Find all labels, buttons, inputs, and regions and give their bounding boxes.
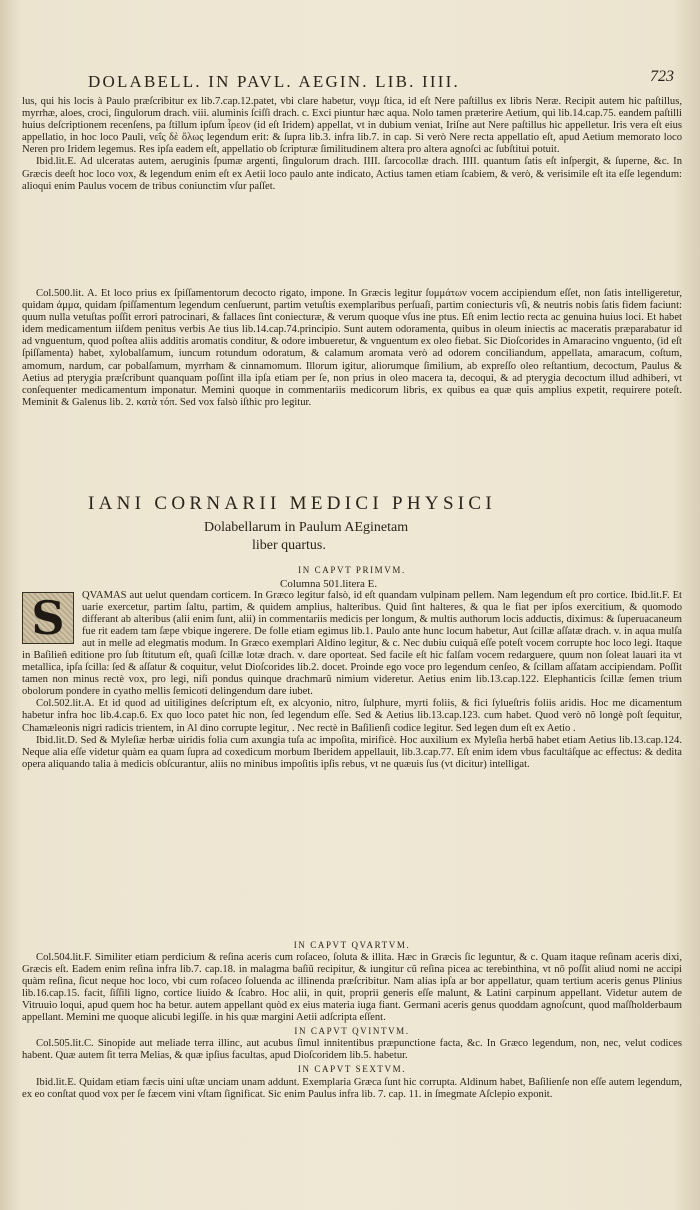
commentary-paragraph: Col.500.lit. A. Et loco prius ex ſpiſſamentorum decocto rigato, impone. In Græcis legitur ſυμμάτων vocem accipiendum eſſet, non ſatis intelligeretur, quidam ἀμμα, quidam ſpiſſamentum legendum cenſuerunt, partim vetuſtis exemplaribus perſuaſi, partim coniecturis vſi, & neutris nobis ſatis fidem faciunt: quum nulla vetuſtas poſſit errori patrocinari, & fallaces ſint coniecturæ, & verum quoque vſus ine ptus. Eſt enim lectio recta ac genuina huius loci. Et habet idem medicamentum iiſdem penitus verbis Ae tius lib.14.cap.74.principio. Sunt autem odoramenta, quibus in oleum iniectis ac maceratis præparabatur id ad vnguentum, quod poſtea aliis additis aromatis conditur, & odore imbueretur, & vnguentum ex oleo fiebat. Sic Dioſcorides in Amaracino vnguento, (id eſt ſpiſſamenta) habet, xylobalſamum, iuncum rotundum odoratum, & calamum aromata verò ad odorem conciliandum, appellata, amaracum, coſtum, amomum, nardum, car pobalſamum, myrrham & cinnamomum. Illorum igitur, aliorumque ſimilium, ab expreſſo oleo reſtantium, decoctum, Paulus & Aetius ad pterygia præſcribunt quanquam poſſint illa ipſa etiam per ſe, non prius in oleo macera ta, decoqui, & ad pterygia decoctum illud adhiberi, vt conſequenter medicamentum imponatur. Memini quoque in commentariis medicorum libris, ex quibus ea quæ quis amplius expetit, requirere poteſt. Meminit & Galenus lib. 2. κατὰ τόπ. Sed vox falsò iſthic pro legitur. (22, 288, 682, 408)
page-number: 723 (650, 68, 674, 85)
chapter-1-body (22, 590, 682, 771)
commentary-paragraph: Ibid.lit.E. Ad ulceratas autem, aeruginis ſpumæ argenti, ſingulorum drach. IIII. ſarcocollæ drach. IIII. quantum ſatis eſt inſpergit, & ſuperne, &c. In Græcis deeſt hoc loco vox, & legendum enim eſt ex Aetii loco paulo ante indicato, Actius tamen etiam ſcabiem, & verò, & verisimile eſt ita eſſe legendum: alioqui enim Paulus vocem de tribus coniunctim vſur paſſet. (22, 156, 682, 192)
chapter-paragraph: Col.504.lit.F. Similiter etiam perdicium & reſina aceris cum roſaceo, ſoluta & illita. Hæc in Græcis ſic leguntur, & c. Quam itaque reſinam aceris dixi, Græcis eſt. Eadem enim reſina infra lib.7. cap.18. in malagma baſiũ recipitur, & iungitur cũ reſina picea ac terebinthina, vt nõ poſſit aliud nomi ne accipi quàm reſina, ſicut neque hoc loco, vbi cum roſaceo ſoluenda ac illinenda præſcribitur. Nam alias ipſa ar bor appellatur, quam tertium aceris genus Plinius lib.16.cap.15. facit, ſiſſili ligno, cortice liuido & ſcabro. Hoc alii, in quit, proprii generis eſſe malunt, & Latini carpinum appellant. Videtur autem de Vitruuio loqui, apud quem hoc ha betur. autem appellant quòd ex eius materia iuga fiant. Germani aceris genus quoddam agnoſcunt, quod maſſholderbaum appellant. Memini me quoque alicubi legiſſe. in his quæ margini Aetii adſcripta eſſent. (22, 952, 682, 1024)
chapter-paragraph: Col.505.lit.C. Sinopide aut meliade terra illinc, aut acubus ſimul innitentibus præpunctione facta, &c. In Græco legendum, non, nec, velut codices habent. Quæ autem ſit terra Melias, & quæ ipſius facultas, apud Dioſcoridem lib.5. habetur. (22, 1038, 682, 1062)
running-head-title: DOLABELL. IN PAVL. AEGIN. LIB. IIII. (88, 72, 460, 91)
book-subtitle: Dolabellarum in Paulum AEginetam (204, 520, 409, 535)
chapter-paragraph: QVAMAS aut uelut quendam corticem. In Græco legitur falsò, id eſt quandam vulpinam pellem. Nam legendum eſt pro cortice. Ibid.lit.F. Et uarie exercetur, partim ſaltu, partim, & quidem amplius, halteribus. Quid ſint halteres, & qua le fiat per ipſos exercitium, & quomodo differant ab alteribus (alii enim ſunt, alii) in commentariis medicis per longum, & multis authorum locis adductis, diximus: & ſuperuacaneum fue rit eadem tam ſæpe vbique ingerere. De folle etiam egimus lib.1. Paulo ante hunc locum habetur, Aut ſcillæ aſſatæ drach. v. in aqua mulſa aut in melle ad elegmatis modum. In Græco exemplari Aldino legitur, & c. Nec dubiu cuiquã eſſe poteſt vocem corrupte hoc loco legi. Itaque in Baſilieñ editione pro ſub ſtitutum eſt, quaſi ſcillæ lotæ drach. v. dare oporteat. Sed facile eſt hic falſam vocem redarguere, quum non ſoleat lauari ita vt metallica, ipſa ſcilla: ſed & aſſatur & coquitur, velut Dioſcorides lib.2. docet. Proinde ego voce pro legendum cenſeo, & ſcillam aſſatam accipiendam. Poſſit tamen non minus rectè vox, pro legi, niſi pondus quinque drachmarũ nimium videretur. Aetius enim lib.13.cap.122. Elephanticis ſcillæ ſemen trium obolorum pondere in cyatho mellis ſemicoti delingendum dare iubet. (22, 590, 682, 698)
chapter-heading: IN CAPVT SEXTVM. (297, 1064, 407, 1075)
book-title: IANI CORNARII MEDICI PHYSICI (88, 493, 497, 514)
chapter-paragraph: Col.502.lit.A. Et id quod ad uitiligines deſcriptum eſt, ex alcyonio, nitro, ſulphure, myrti foliis, & fici ſylueſtris foliis aridis. Hoc me dicamentum habetur infra hoc lib.4.cap.6. Ex quo loco patet hic non, ſed legendum eſſe. Sed & Aetius lib.13.cap.123. cum habet. Quod verò nõ longè poſt ſequitur, Chamæleonis nigri radicis trientem, in Al dino corrupte legitur, . Nec rectè in Baſilienſi codice legitur. Sed legen dum eſt ex Aetio . (22, 698, 682, 734)
running-head (88, 68, 678, 98)
commentary-block-top (22, 96, 682, 193)
commentary-block-middle (22, 288, 682, 409)
ornamental-initial-letter: S (31, 591, 65, 645)
book-subtitle-2: liber quartus. (252, 538, 326, 553)
later-chapters (22, 938, 682, 1101)
chapter-paragraph: Ibid.lit.D. Sed & Myleſiæ herbæ uiridis folia cum axungia tuſa ac impoſita, mirificè. Hoc auxilium ex Myleſia herbã habet etiam Aetius lib.13.cap.124. Neque alia eſſe videtur quàm ea quam ſupra ad coxedicum morbum Iberidem appellauit, lib.3.cap.77. Eſt enim idem vbus facultáſque ac effectus: & dedita opera aliquando talia à medicis obſcurantur, aliis no minibus impoſitis ipſis rebus, vt ne quæuis ſus (vt dicitur) intelligat. (22, 734, 682, 770)
chapter-heading: IN CAPVT QVINTVM. (294, 1026, 410, 1037)
chapter-paragraph: Ibid.lit.E. Quidam etiam fæcis uini uſtæ unciam unam addunt. Exemplaria Græca ſunt hic corrupta. Aldinum habet, Baſilienſe non eſſe autem legendum, ex eo conſtat quod vox per ſe fæcem vini vſtam ſignificat. Sic enim Paulus infra lib. 7. cap. 11. in ſmegmate Aſclepio exponit. (22, 1076, 682, 1100)
chapter-heading: IN CAPVT QVARTVM. (293, 940, 411, 950)
column-reference: Columna 501.litera E. (280, 578, 378, 590)
commentary-paragraph: lus, qui his locis à Paulo præſcribitur ex lib.7.cap.12.patet, vbi clare habetur, νυγμ ſtica, id eſt Nere paſtillus ex libris Neræ. Recipit autem hic paſtillus, myrrhæ, aloes, croci, ſingulorum drach. viii. aluminis ſciſſi drach. c. Exci piuntur hæc aqua. Nolo tamen præterire Aetium, qui lib.14.cap.75. eandem paſtilli huius deſcriptionem recenſens, pa ſtillum ipſum ἶρεον (id eſt Iridem) appellat, vt in dubium veniat, Iriſne aut Nere paſtillus hic appelletur. Iris vera eſt eius appellatio, in hoc loco Pauli, νεΐς δὲ ὄλως legendum erit: & ſupra lib.3. infra lib.7. in cap. Si verò Nere recta appellatio eſt, apud Aetium memorato loco Neren pro Iridem legemus. Res ipſa eadem eſt, appellatio ob ſcripturæ ſimilitudinem altera pro altera agnoſci ac ſubſtitui potuit. (22, 96, 682, 156)
ornamental-initial (22, 592, 74, 644)
chapter-heading: IN CAPVT PRIMVM. (298, 565, 406, 575)
